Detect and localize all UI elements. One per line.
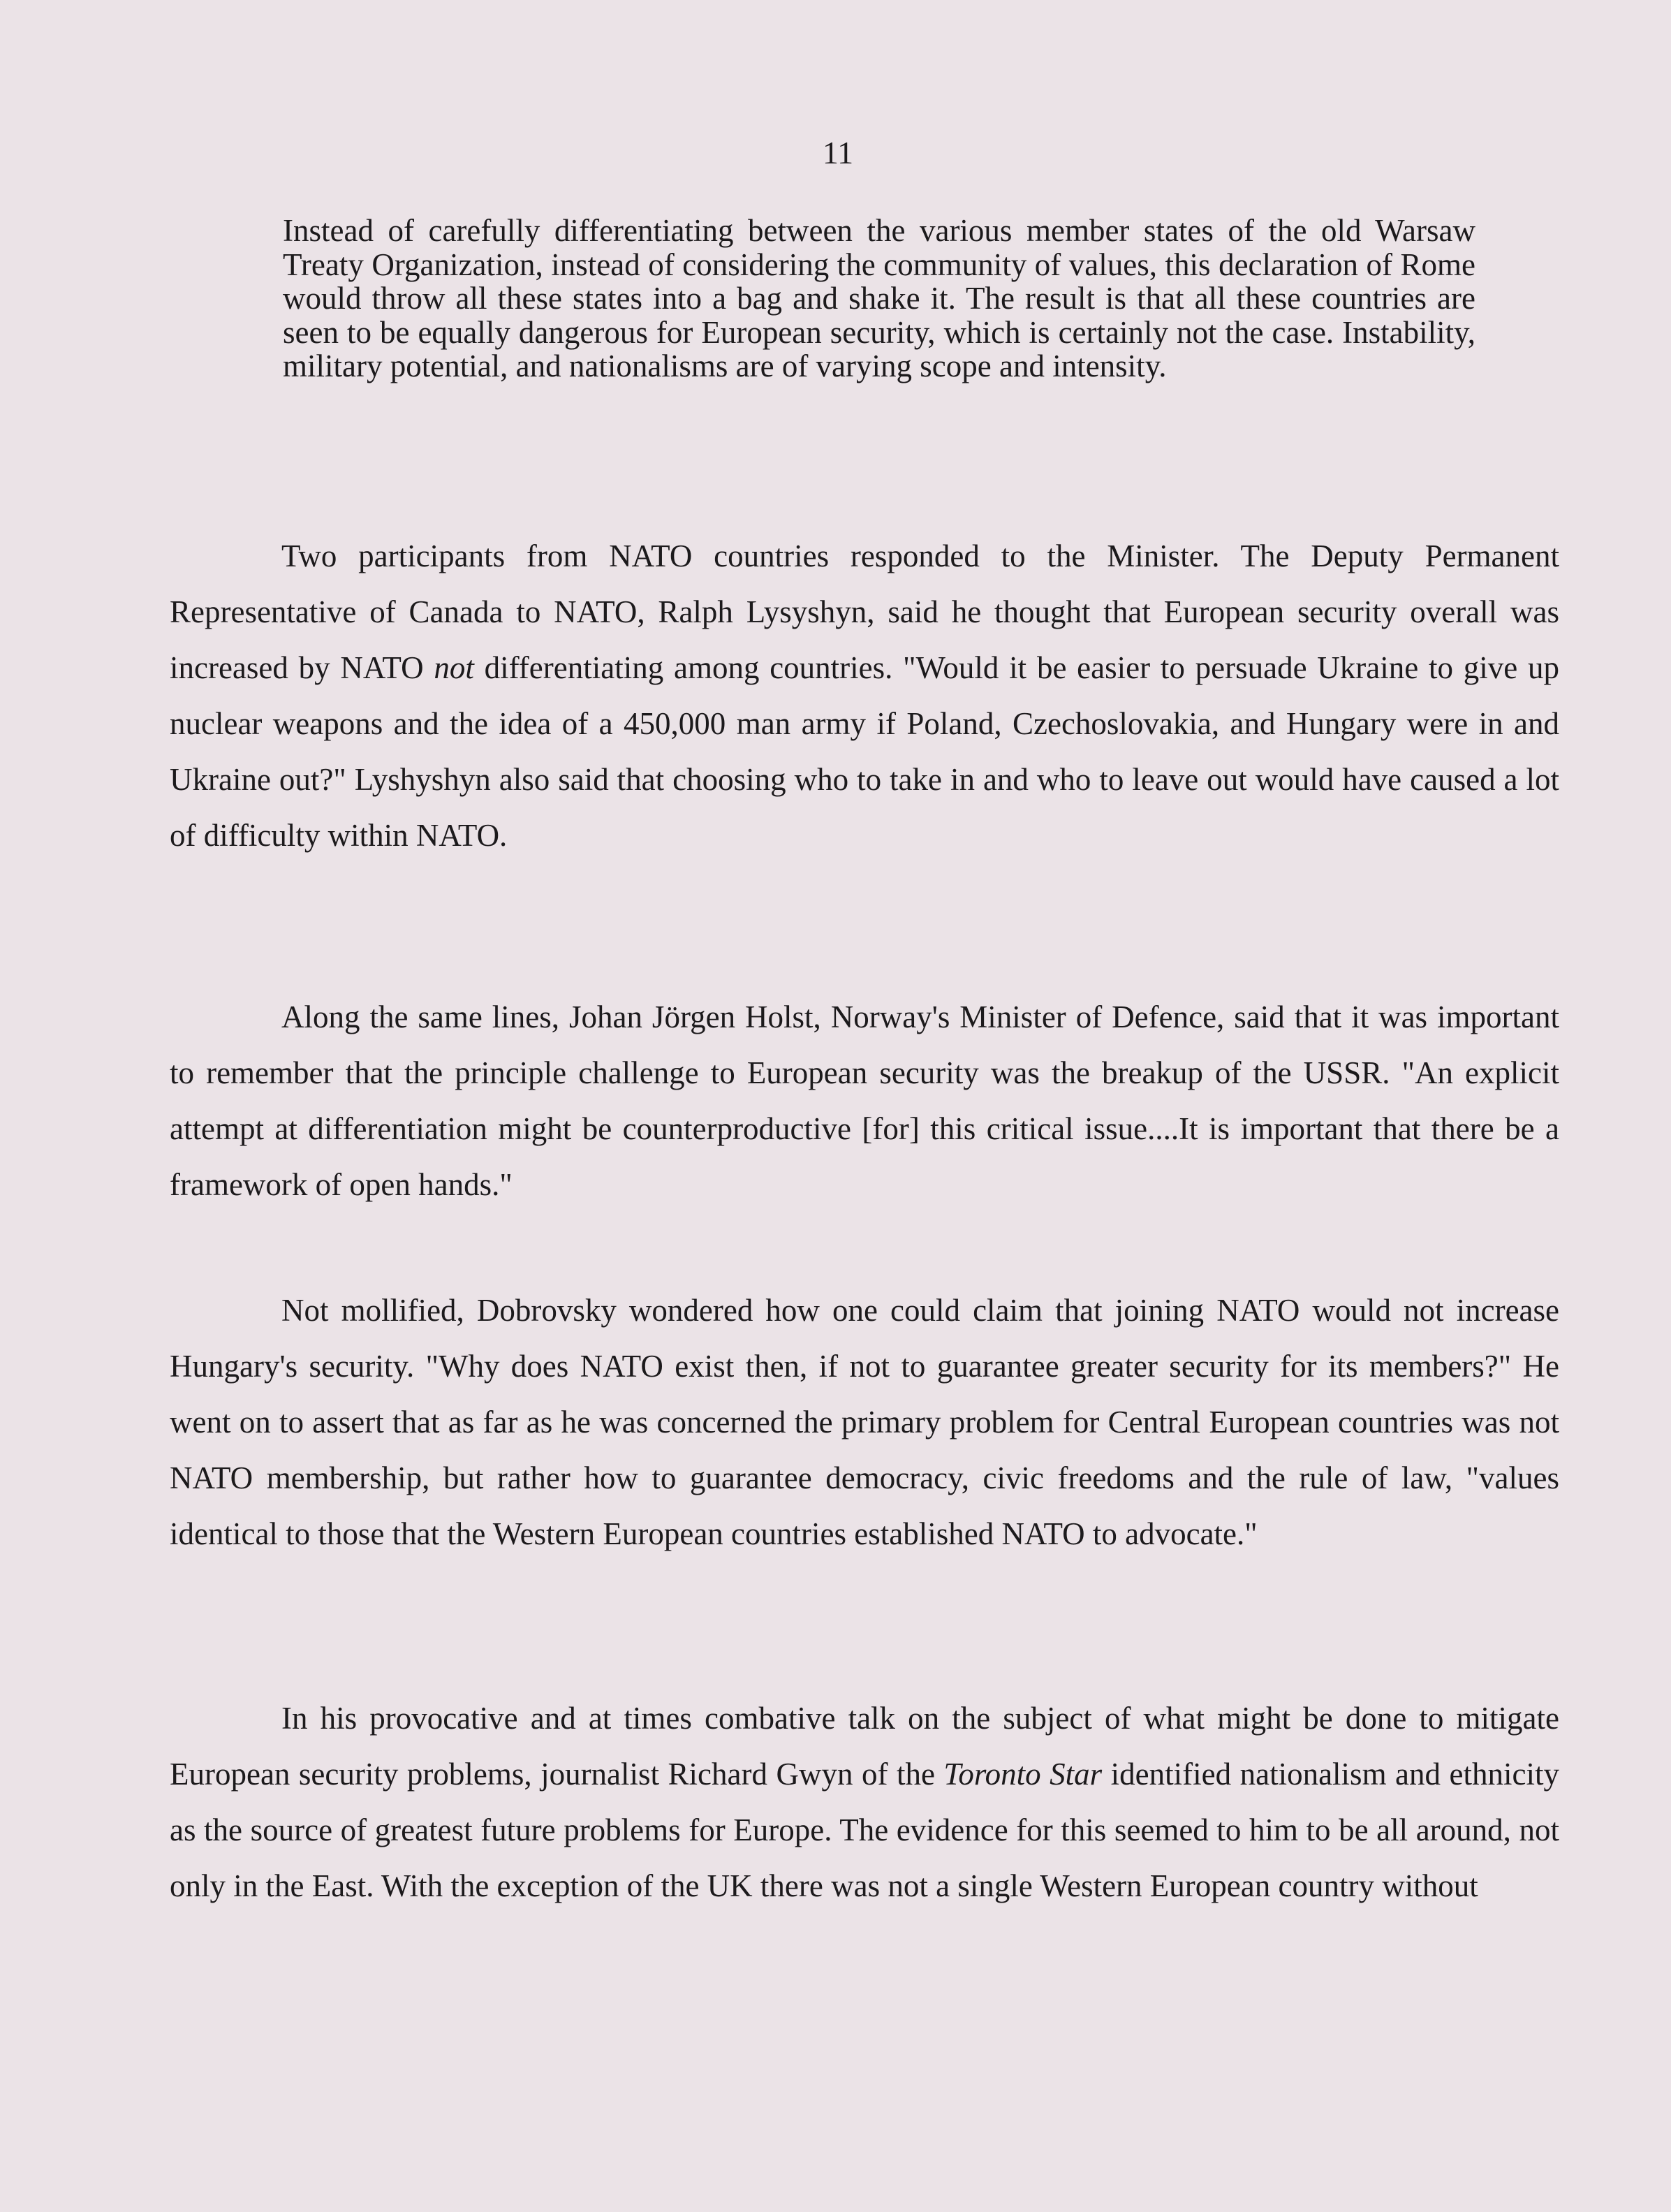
paragraph-holst: Along the same lines, Johan Jörgen Holst, Norway's Minister of Defence, said that it was important to remember that the principle challenge to European security was the breakup of the USSR. "An explicit attempt at differentiation might be counterproductive [for] this critical issue....It is important that there be a framework of open hands." [170, 999, 1559, 1202]
paragraph-text-part: In his provocative and at times combative talk on the subject of what might be done to mitigate European security problems, journalist Richard Gwyn of the [170, 1701, 1559, 1792]
paragraph-gwyn [170, 1690, 1559, 1914]
paragraph-nato-responses [170, 528, 1559, 863]
paragraph-dobrovsky: Not mollified, Dobrovsky wondered how one could claim that joining NATO would not increase Hungary's security. "Why does NATO exist then, if not to guarantee greater security for its members?" He went on to assert that as far as he was concerned the primary problem for Central European countries was not NATO membership, but rather how to guarantee democracy, civic freedoms and the rule of law, "values identical to those that the Western European countries established NATO to advocate." [170, 1293, 1559, 1551]
emphasis-text: not [434, 650, 474, 685]
paragraph-text-part: identified nationalism and ethnicity as the source of greatest future problems for Europe. The evidence for this seemed to him to be all around, not only in the East. With the exception of the UK there was not a single Western European country without [170, 1757, 1559, 1903]
page-number: 11 [822, 135, 854, 170]
paragraph-text-part: differentiating among countries. "Would it be easier to persuade Ukraine to give up nuclear weapons and the idea of a 450,000 man army if Poland, Czechoslovakia, and Hungary were in and Ukraine out?" Lyshyshyn also said that choosing who to take in and who to leave out would have caused a lot of difficulty within NATO. [170, 650, 1559, 853]
emphasis-text: Toronto Star [943, 1757, 1103, 1792]
paragraph-text-part: Two participants from NATO countries responded to the Minister. The Deputy Permanent Representative of Canada to NATO, Ralph Lysyshyn, said he thought that European security overall was increased by NATO [170, 539, 1559, 685]
block-quote: Instead of carefully differentiating between the various member states of the old Warsaw Treaty Organization, instead of considering the community of values, this declaration of Rome would throw all these states into a bag and shake it. The result is that all these countries are seen to be equally dangerous for European security, which is certainly not the case. Instability, military potential, and nationalisms are of varying scope and intensity. [283, 213, 1475, 384]
